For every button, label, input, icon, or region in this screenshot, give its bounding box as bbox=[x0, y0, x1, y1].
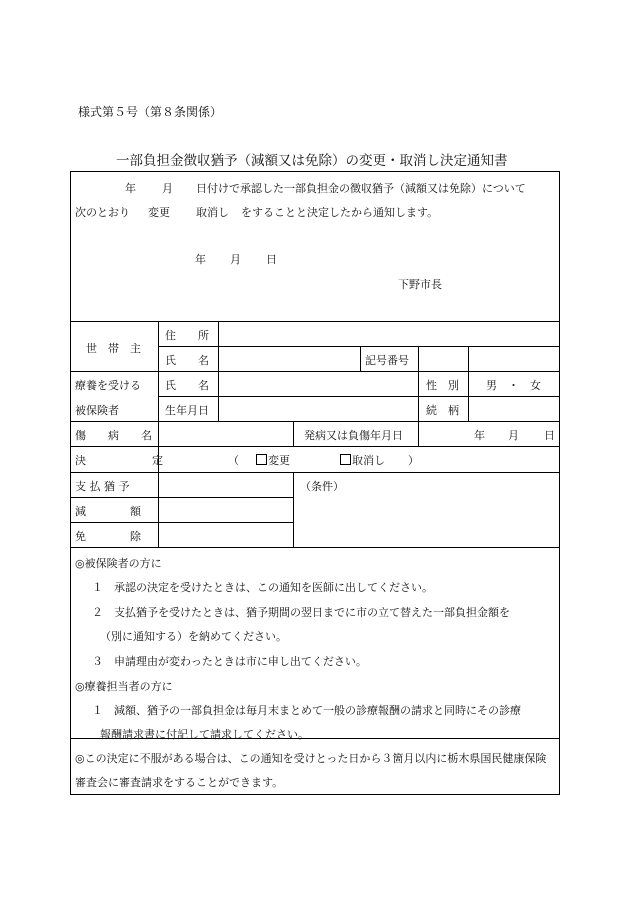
notes-insured-item2-line2: （別に通知する）を納めてください。 bbox=[100, 630, 287, 643]
decision-change-option[interactable]: 変更 bbox=[256, 452, 290, 468]
decision-cancel-option[interactable]: 取消し bbox=[340, 452, 385, 468]
exemption-label: 免 除 bbox=[75, 530, 141, 543]
onset-date-label: 発病又は負傷年月日 bbox=[304, 429, 403, 442]
insured-label-2: 被保険者 bbox=[75, 404, 119, 417]
row-line bbox=[70, 321, 560, 322]
date-month: 月 bbox=[230, 253, 241, 266]
date-day: 日 bbox=[266, 253, 277, 266]
row-line bbox=[70, 497, 293, 498]
insured-name-label: 氏 名 bbox=[165, 379, 209, 392]
notes-provider-item1-line2: 報酬請求書に付記して請求してください。 bbox=[100, 728, 309, 741]
intro-year: 年 bbox=[125, 182, 136, 195]
col-line bbox=[360, 346, 361, 371]
intro-line2-start: 次のとおり bbox=[75, 206, 130, 219]
form-number: 様式第５号（第８条関係） bbox=[78, 105, 223, 119]
notes-insured-item3: ３ 申請理由が変わったときは市に申し出てください。 bbox=[92, 655, 367, 668]
onset-year: 年 bbox=[474, 429, 485, 442]
col-line bbox=[293, 421, 294, 446]
row-line bbox=[70, 522, 293, 523]
payment-grace-label: 支 払 猶 予 bbox=[75, 480, 130, 493]
conditions-label: （条件） bbox=[300, 480, 344, 493]
appeal-line2: 審査会に審査請求をすることができます。 bbox=[75, 776, 284, 789]
disease-label: 傷 病 名 bbox=[75, 429, 152, 442]
relation-label: 続 柄 bbox=[426, 404, 459, 417]
col-line bbox=[218, 321, 219, 421]
notes-insured-header: ◎被保険者の方に bbox=[75, 557, 162, 570]
notes-insured-item1: １ 承認の決定を受けたときは、この通知を医師に出してください。 bbox=[92, 581, 433, 594]
notes-insured-item2-line1: ２ 支払猶予を受けたときは、猶予期間の翌日までに市の立て替えた一部負担金額を bbox=[92, 606, 510, 619]
household-name-label: 氏 名 bbox=[165, 354, 209, 367]
intro-option-change: 変更 bbox=[148, 206, 170, 219]
issuer: 下野市長 bbox=[398, 278, 442, 291]
col-line bbox=[293, 472, 294, 547]
birthdate-label: 生年月日 bbox=[165, 404, 209, 417]
notes-provider-header: ◎療養担当者の方に bbox=[75, 680, 173, 693]
address-label: 住 所 bbox=[165, 329, 209, 342]
symbol-number-label: 記号番号 bbox=[365, 354, 409, 367]
col-line bbox=[418, 346, 419, 446]
insured-label-1: 療養を受ける bbox=[75, 379, 141, 392]
document-title: 一部負担金徴収猶予（減額又は免除）の変更・取消し決定通知書 bbox=[116, 153, 508, 169]
decision-open-paren: （ bbox=[228, 454, 239, 467]
date-year: 年 bbox=[195, 253, 206, 266]
row-line bbox=[70, 446, 560, 447]
intro-line1: 日付けで承認した一部負担金の徴収猶予（減額又は免除）について bbox=[196, 182, 526, 195]
col-line bbox=[158, 321, 159, 547]
onset-month: 月 bbox=[508, 429, 519, 442]
col-line bbox=[468, 346, 469, 421]
appeal-line1: ◎この決定に不服がある場合は、この通知を受けとった日から３箇月以内に栃木県国民健康保険 bbox=[75, 752, 547, 765]
onset-day: 日 bbox=[544, 429, 555, 442]
row-line bbox=[70, 371, 560, 372]
sex-label: 性 別 bbox=[426, 379, 459, 392]
household-label: 世 帯 主 bbox=[86, 342, 141, 355]
checkbox-icon bbox=[340, 454, 351, 465]
reduction-label: 減 額 bbox=[75, 505, 141, 518]
notes-provider-item1-line1: １ 減額、猶予の一部負担金は毎月末まとめて一般の診療報酬の請求と同時にその診療 bbox=[92, 704, 521, 717]
sex-options: 男 ・ 女 bbox=[486, 379, 541, 392]
intro-line2-end: をすることと決定したから通知します。 bbox=[241, 206, 439, 219]
intro-option-cancel: 取消し bbox=[196, 206, 229, 219]
intro-month: 月 bbox=[162, 182, 173, 195]
checkbox-icon bbox=[256, 454, 267, 465]
row-line bbox=[70, 472, 560, 473]
row-line bbox=[70, 547, 560, 548]
decision-label: 決 定 bbox=[75, 454, 163, 467]
decision-close-paren: ） bbox=[408, 454, 419, 467]
row-line bbox=[70, 421, 560, 422]
